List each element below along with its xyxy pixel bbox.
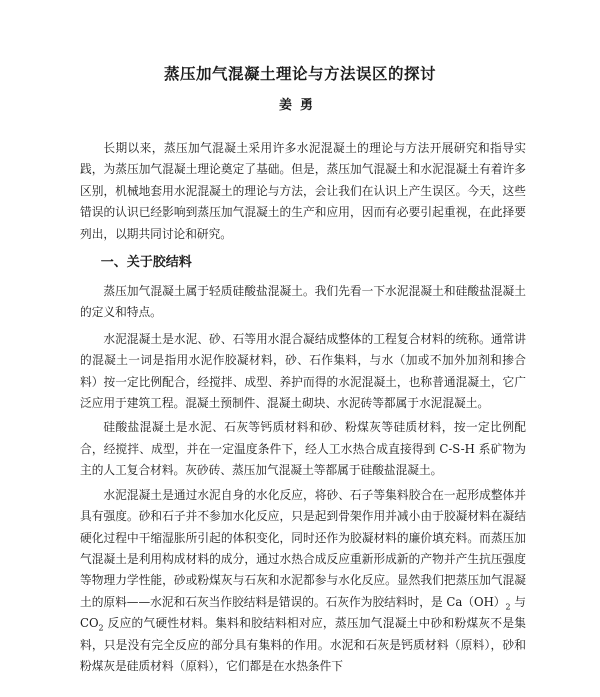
paragraph-binder-discussion	[80, 485, 526, 678]
author-name: 姜勇	[278, 98, 321, 113]
paragraph-silicate-concrete: 硅酸盐混凝土是水泥、石灰等钙质材料和砂、粉煤灰等硅质材料，按一定比例配合，经搅拌、成型，并在一定温度条件下，经人工水热合成直接得到 C-S-H 系矿物为主的人工复合材料。灰砂砖、蒸压加气混凝土等都属于硅酸盐混凝土。	[80, 420, 526, 478]
document-title: 蒸压加气混凝土理论与方法误区的探讨	[163, 65, 436, 83]
paragraph-text: 与 CO	[80, 594, 526, 631]
document-body	[80, 138, 526, 677]
paragraph-definition: 蒸压加气混凝土属于轻质硅酸盐混凝土。我们先看一下水泥混凝土和硅酸盐混凝土的定义和特点。	[80, 284, 526, 320]
intro-paragraph: 长期以来，蒸压加气混凝土采用许多水泥混凝土的理论与方法开展研究和指导实践，为蒸压加气混凝土理论奠定了基础。但是，蒸压加气混凝土和水泥混凝土有着许多区别，机械地套用水泥混凝土的理论与方法，会让我们在认识上产生误区。今天，这些错误的认识已经影响到蒸压加气混凝土的生产和应用，因而有必要引起重视，在此择要列出，以期共同讨论和研究。	[80, 141, 526, 241]
section-heading: 一、关于胶结料	[100, 255, 192, 271]
paragraph-text: 水泥混凝土是通过水泥自身的水化反应，将砂、石子等集料胶合在一起形成整体并具有强度。砂和石子并不参加水化反应，只是起到骨架作用并减小由于胶凝材料在凝结硬化过程中干缩湿胀所引起的体积变化，同时还作为胶凝材料的廉价填充料。而蒸压加气混凝土是利用构成材料的成分，通过水热合成反应重新形成新的产物并产生抗压强度等物理力学性能，砂或粉煤灰与石灰和水泥都参与水化反应。显然我们把蒸压加气混凝土的原料——水泥和石灰当作胶结料是错误的。石灰作为胶结料时，是 Ca（OH）	[80, 487, 526, 609]
paragraph-cement-concrete: 水泥混凝土是水泥、砂、石等用水混合凝结成整体的工程复合材料的统称。通常讲的混凝土一词是指用水泥作胶凝材料，砂、石作集料，与水（加或不加外加剂和掺合料）按一定比例配合，经搅拌、成型、养护而得的水泥混凝土，也称普通混凝土，它广泛应用于建筑工程。混凝土预制件、混凝土砌块、水泥砖等都属于水泥混凝土。	[80, 331, 526, 411]
subscript: 2	[505, 602, 511, 612]
paragraph-text: 反应的气硬性材料。集料和胶结料相对应，蒸压加气混凝土中砂和粉煤灰不是集料，只是没有完全反应的部分具有集料的作用。水泥和石灰是钙质材料（原料），砂和粉煤灰是硅质材料（原料），它们都是在水热条件下	[80, 616, 526, 673]
subscript: 2	[98, 623, 104, 633]
